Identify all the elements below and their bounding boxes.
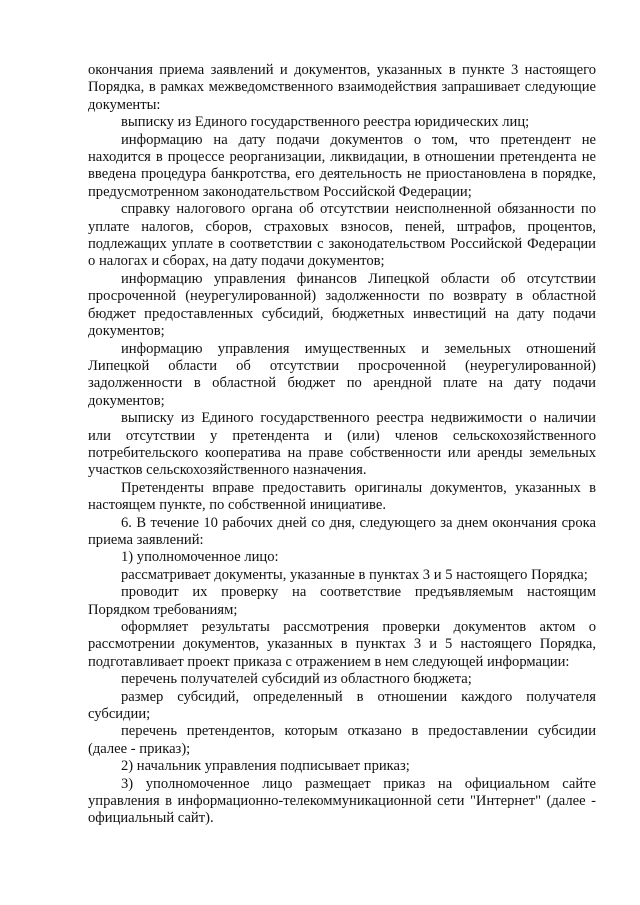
paragraph-subitem-1: 1) уполномоченное лицо:: [121, 549, 279, 566]
paragraph-finance-info: информацию управления финансов Липецкой области об отсутствии просроченной (неурегулированной) задолженности по возврату в областной бюджет предоставленных субсидий, бюджетных инвестиций на дату подачи документов;: [88, 270, 596, 340]
paragraph-subitem-2: 2) начальник управления подписывает приказ;: [121, 758, 410, 775]
paragraph-refused-list: перечень претендентов, которым отказано в предоставлении субсидии (далее - приказ);: [88, 723, 596, 757]
document-page: [88, 62, 596, 828]
paragraph-egrul-extract: выписку из Единого государственного реестра юридических лиц;: [121, 114, 530, 131]
paragraph-subsidy-amount: размер субсидий, определенный в отношении каждого получателя субсидии;: [88, 688, 596, 723]
paragraph-recipients-list: перечень получателей субсидий из областного бюджета;: [121, 671, 472, 688]
paragraph-reorganization-info: информацию на дату подачи документов о том, что претендент не находится в процессе реорганизации, ликвидации, в отношении претендента не введена процедура банкротства, его деятельность не приостановлена в порядке, предусмотренном законодательством Российской Федерации;: [88, 131, 596, 200]
paragraph-egrn-extract: выписку из Единого государственного реестра недвижимости о наличии или отсутствии у претендента и (или) членов сельскохозяйственного потребительского кооператива на праве собственности или аренды земельных участков сельскохозяйственного назначения.: [88, 410, 596, 479]
paragraph-continuation: окончания приема заявлений и документов, указанных в пункте 3 настоящего Порядка, в рамках межведомственного взаимодействия запрашивает следующие документы:: [88, 62, 596, 113]
paragraph-checks-compliance: проводит их проверку на соответствие предъявляемым настоящим Порядком требованиям;: [88, 584, 596, 618]
paragraph-reviews-documents: рассматривает документы, указанные в пунктах 3 и 5 настоящего Порядка;: [121, 566, 588, 583]
paragraph-item-6: 6. В течение 10 рабочих дней со дня, следующего за днем окончания срока приема заявлений:: [88, 514, 596, 548]
paragraph-tax-certificate: справку налогового органа об отсутствии неисполненной обязанности по уплате налогов, сборов, страховых взносов, пеней, штрафов, процентов, подлежащих уплате в соответствии с законодательством Российской Федерации о налогах и сборах, на дату подачи документов;: [88, 201, 596, 270]
paragraph-originals-right: Претенденты вправе предоставить оригиналы документов, указанных в настоящем пункте, по собственной инициативе.: [88, 479, 596, 514]
paragraph-subitem-3: 3) уполномоченное лицо размещает приказ на официальном сайте управления в информационно-телекоммуникационной сети "Интернет" (далее - официальный сайт).: [88, 775, 596, 827]
paragraph-property-info: информацию управления имущественных и земельных отношений Липецкой области об отсутствии просроченной (неурегулированной) задолженности в областной бюджет по арендной плате на дату подачи документов;: [88, 340, 596, 409]
paragraph-prepares-act: оформляет результаты рассмотрения проверки документов актом о рассмотрении документов, указанных в пунктах 3 и 5 настоящего Порядка, подготавливает проект приказа с отражением в нем следующей информации:: [88, 619, 596, 670]
